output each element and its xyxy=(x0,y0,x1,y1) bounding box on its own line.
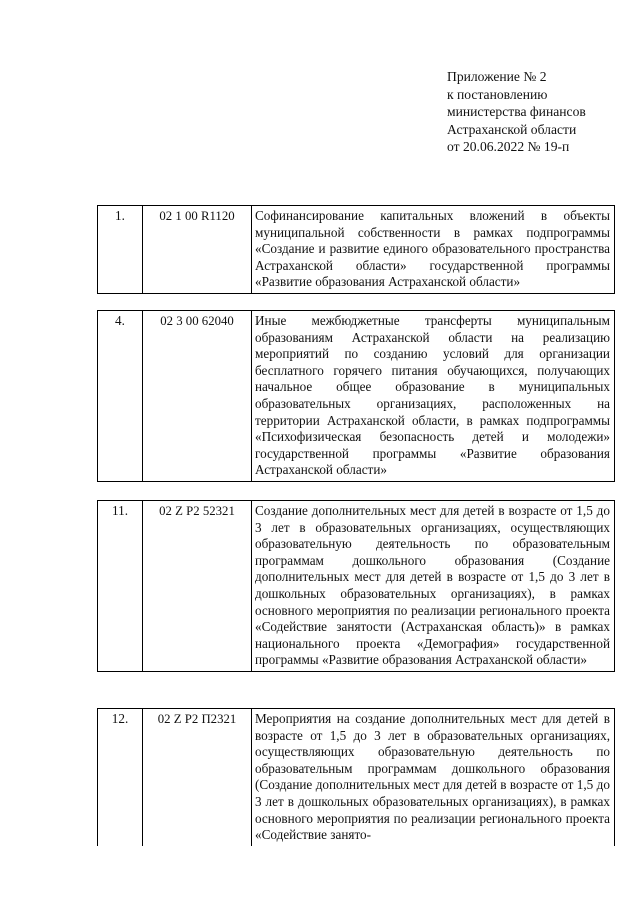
row-code: 02 Z P2 52321 xyxy=(143,501,252,672)
row-number: 1. xyxy=(98,206,143,294)
appendix-header xyxy=(447,68,627,156)
appendix-title: Приложение № 2 xyxy=(447,69,547,84)
row-description: Мероприятия на создание дополнительных мест для детей в возрасте от 1,5 до 3 лет в образовательных организациях, осуществляющих образовательную деятельность по образовательным программам дошкольного образования (Создание дополнительных мест для детей в возрасте от 1,5 до 3 лет в дошкольных образовательных организациях), в рамках основного мероприятия по реализации регионального проекта «Содействие занято- xyxy=(252,709,615,846)
row-number: 4. xyxy=(98,311,143,482)
table-row xyxy=(97,708,615,846)
row-code: 02 Z P2 П2321 xyxy=(143,709,252,846)
appendix-date-number: от 20.06.2022 № 19-п xyxy=(447,139,570,155)
row-description: Иные межбюджетные трансферты муниципальным образованиям Астраханской области на реализацию мероприятий по созданию условий для организации бесплатного горячего питания обучающихся, получающих начальное общее образование в муниципальных образовательных организациях, расположенных на территории Астраханской области, в рамках подпрограммы «Психофизическая безопасность детей и молодежи» государственной программы «Развитие образования Астраханской области» xyxy=(252,311,615,482)
table-row xyxy=(97,310,615,482)
table-row xyxy=(97,500,615,672)
row-code: 02 1 00 R1120 xyxy=(143,206,252,294)
appendix-line-4: Астраханской области xyxy=(447,121,577,137)
appendix-line-2: к постановлению xyxy=(447,86,548,102)
table-row-continued xyxy=(97,708,617,850)
table-row xyxy=(97,205,615,294)
row-description: Создание дополнительных мест для детей в возрасте от 1,5 до 3 лет в образовательных организациях, осуществляющих образовательную деятельность по образовательным программам дошкольного образования (Создание дополнительных мест для детей в возрасте от 1,5 до 3 лет в дошкольных образовательных организациях), в рамках основного мероприятия по реализации регионального проекта «Содействие занятости (Астраханская область)» в рамках национального проекта «Демография» государственной программы «Развитие образования Астраханской области» xyxy=(252,501,615,672)
row-number: 12. xyxy=(98,709,143,846)
row-description: Софинансирование капитальных вложений в объекты муниципальной собственности в рамках подпрограммы «Создание и развитие единого образовательного пространства Астраханской области» государственной программы «Развитие образования Астраханской области» xyxy=(252,206,615,294)
row-code: 02 3 00 62040 xyxy=(143,311,252,482)
row-number: 11. xyxy=(98,501,143,672)
appendix-line-3: министерства финансов xyxy=(447,104,586,120)
